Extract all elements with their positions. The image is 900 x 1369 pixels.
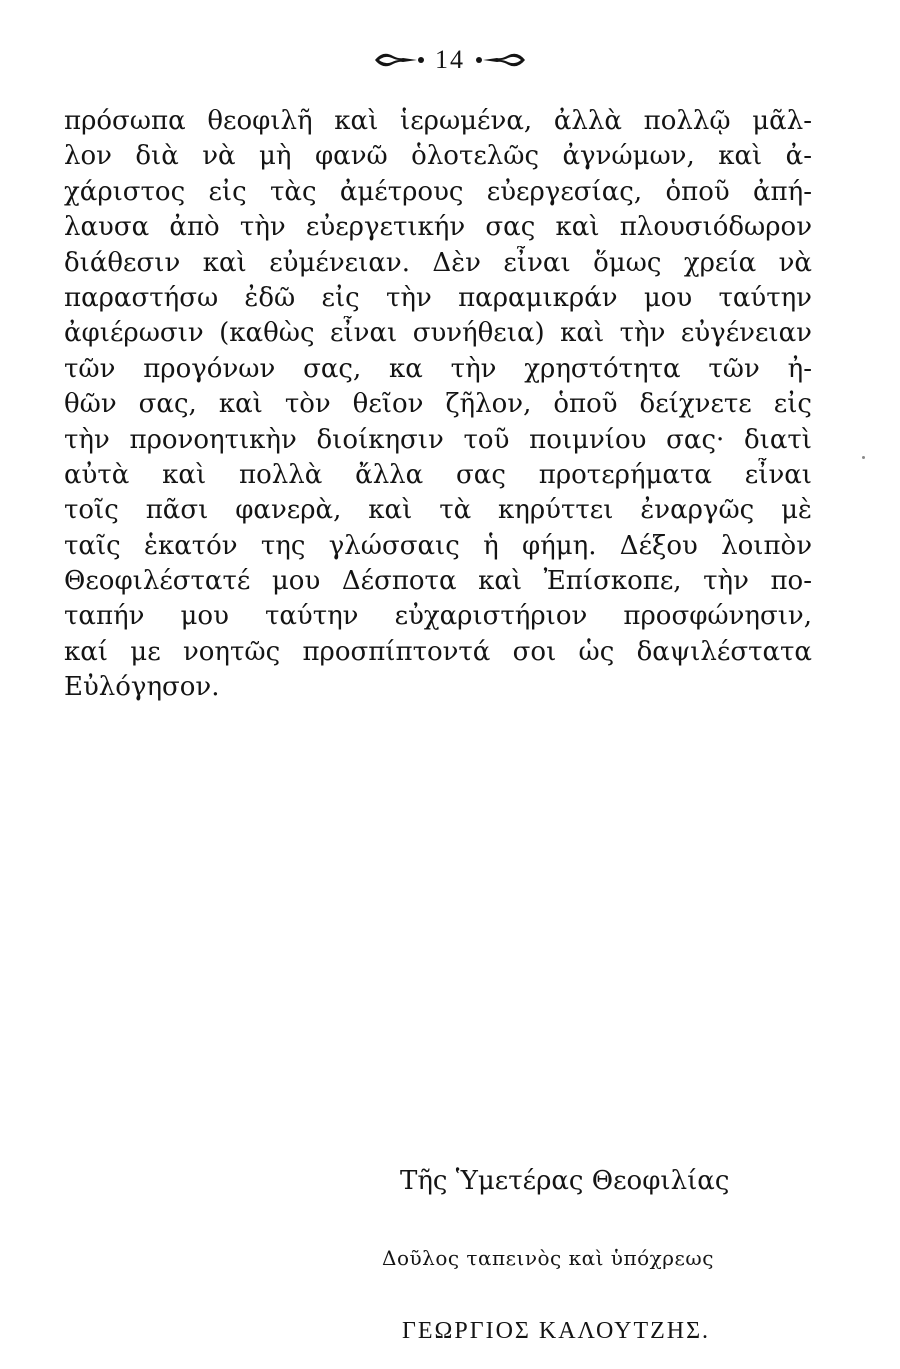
page-header	[0, 42, 900, 78]
text-line: τοῖς πᾶσι φανερὰ, καὶ τὰ κηρύττει ἐναργῶς μὲ	[64, 495, 812, 526]
page-number: 14	[435, 45, 465, 74]
text-line: χάριστος εἰς τὰς ἀμέτρους εὐεργεσίας, ὁποῦ ἀπή-	[64, 176, 812, 207]
body-text	[64, 104, 812, 706]
text-line: πρόσωπα θεοφιλῆ καὶ ἱερωμένα, ἀλλὰ πολλῷ μᾶλ-	[64, 106, 812, 136]
text-line: παραστήσω ἐδῶ εἰς τὴν παραμικράν μου ταύτην	[64, 282, 812, 313]
text-line: ταπήν μου ταύτην εὐχαριστήριον προσφώνησιν,	[64, 601, 812, 632]
text-line: Εὐλόγησον.	[64, 672, 220, 703]
text-line: καί με νοητῶς προσπίπτοντά σοι ὡς δαψιλέστατα	[64, 636, 812, 667]
text-line: λαυσα ἀπὸ τὴν εὐεργετικήν σας καὶ πλουσιόδωρον	[64, 212, 812, 243]
stray-ink-mark	[862, 456, 865, 459]
printer-ornament-left-icon	[373, 48, 425, 72]
text-line: διάθεσιν καὶ εὐμένειαν. Δὲν εἶναι ὅμως χρεία νὰ	[64, 247, 812, 278]
text-line: λον διὰ νὰ μὴ φανῶ ὁλοτελῶς ἀγνώμων, καὶ ἀ-	[64, 141, 812, 172]
text-line: τῶν προγόνων σας, κα τὴν χρηστότητα τῶν ἠ-	[64, 353, 812, 384]
text-line: Θεοφιλέστατέ μου Δέσποτα καὶ Ἐπίσκοπε, τὴν πο-	[64, 566, 812, 597]
printer-ornament-right-icon	[475, 48, 527, 72]
text-line: τὴν προνοητικὴν διοίκησιν τοῦ ποιμνίου σας· διατὶ	[64, 424, 812, 455]
closing-servant-line: Δοῦλος ταπεινὸς καὶ ὑπόχρεως	[382, 1246, 714, 1270]
text-line: θῶν σας, καὶ τὸν θεῖον ζῆλον, ὁποῦ δείχνετε εἰς	[64, 389, 812, 420]
closing-salutation: Τῆς Ὑμετέρας Θεοφιλίας	[400, 1166, 730, 1196]
text-line: ἀφιέρωσιν (καθὼς εἶναι συνήθεια) καὶ τὴν εὐγένειαν	[64, 318, 812, 349]
text-line: αὐτὰ καὶ πολλὰ ἄλλα σας προτερήματα εἶναι	[64, 459, 812, 490]
text-line: ταῖς ἑκατόν της γλώσσαις ἡ φήμη. Δέξου λοιπὸν	[64, 530, 812, 561]
author-signature: ΓΕΩΡΓΙΟΣ ΚΑΛΟΥΤΖΗΣ.	[402, 1318, 711, 1344]
